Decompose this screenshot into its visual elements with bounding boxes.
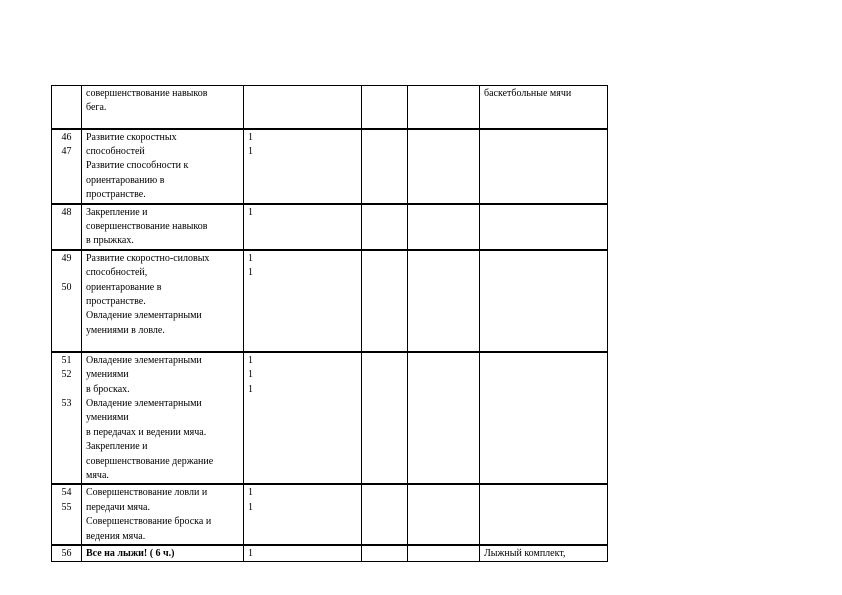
equipment-cell-text: Лыжный комплект,: [484, 548, 566, 560]
lesson-topic-cell-line: Закрепление и: [86, 206, 148, 218]
lesson-number-cell-line: 54: [61, 487, 72, 499]
lesson-topic-cell-line: умениями в ловле.: [86, 324, 165, 336]
equipment-cell-text: баскетбольные мячи: [484, 88, 572, 99]
lesson-topic-cell-line: совершенствование держание: [86, 455, 214, 467]
table-row: [52, 129, 608, 204]
column-4-cell: [362, 86, 408, 129]
hours-cell-line: 1: [248, 354, 253, 366]
lesson-topic-cell-line: совершенствование навыков: [86, 220, 208, 232]
lesson-topic-cell-line: Овладение элементарными: [86, 310, 202, 322]
lesson-topic-cell-line: пространстве.: [86, 189, 146, 201]
lesson-topic-cell-line: Совершенствование ловли и: [86, 487, 208, 499]
lesson-number-cell-line: 48: [61, 206, 72, 218]
lesson-topic-cell: [82, 352, 244, 485]
hours-cell-line: 1: [248, 252, 253, 264]
lesson-number-cell-line: 56: [61, 548, 72, 560]
lesson-topic-cell-line: бега.: [86, 102, 107, 114]
column-5-cell: [408, 545, 480, 562]
lesson-topic-cell: [82, 129, 244, 204]
hours-cell-line: 1: [248, 487, 253, 499]
hours-cell: [244, 352, 362, 485]
column-4-cell: [362, 352, 408, 485]
lesson-number-cell-line: [52, 383, 81, 397]
lesson-topic-cell-line: Развитие скоростных: [86, 131, 177, 143]
lesson-topic-cell: [82, 545, 244, 562]
lesson-topic-cell: [82, 204, 244, 250]
lesson-number-cell-line: 47: [61, 145, 72, 157]
hours-cell: [244, 129, 362, 204]
hours-cell-line: 1: [248, 145, 253, 157]
lesson-topic-cell-line: передачи мяча.: [86, 501, 150, 513]
hours-cell: [244, 86, 362, 129]
lesson-plan-table: [51, 85, 608, 562]
column-5-cell: [408, 204, 480, 250]
lesson-number-cell: [52, 545, 82, 562]
lesson-number-cell: [52, 204, 82, 250]
lesson-number-cell: [52, 250, 82, 352]
hours-cell-line: 1: [248, 383, 253, 395]
column-5-cell: [408, 250, 480, 352]
lesson-topic-cell-line: в передачах и ведении мяча.: [86, 426, 207, 438]
lesson-topic-cell-line: Закрепление и: [86, 441, 148, 453]
lesson-topic-cell-line: ориентарование в: [86, 281, 162, 293]
lesson-topic-cell-line: умениями: [86, 369, 129, 381]
lesson-topic-cell-line: пространстве.: [86, 295, 146, 307]
lesson-topic-cell-line: в бросках.: [86, 383, 130, 395]
column-4-cell: [362, 204, 408, 250]
lesson-topic-cell-line: Совершенствование броска и: [86, 516, 212, 528]
lesson-topic-cell-line: способностей: [86, 145, 145, 157]
hours-cell-line: 1: [248, 548, 253, 560]
column-5-cell: [408, 129, 480, 204]
column-4-cell: [362, 250, 408, 352]
equipment-cell: [480, 204, 608, 250]
lesson-number-cell-line: 53: [61, 397, 72, 409]
column-5-cell: [408, 484, 480, 545]
table-row: [52, 484, 608, 545]
lesson-number-cell-line: 55: [61, 501, 72, 513]
lesson-topic-cell-line: в прыжках.: [86, 235, 134, 247]
column-5-cell: [408, 86, 480, 129]
lesson-topic-cell-line: Все на лыжи! ( 6 ч.): [86, 548, 175, 560]
hours-cell-line: 1: [248, 267, 253, 279]
hours-cell: [244, 250, 362, 352]
table-row: [52, 86, 608, 129]
lesson-number-cell-line: 49: [61, 252, 72, 264]
equipment-cell: [480, 352, 608, 485]
equipment-cell: [480, 129, 608, 204]
table-row: [52, 250, 608, 352]
lesson-topic-cell-line: Развитие способности к: [86, 160, 189, 172]
lesson-number-cell-line: 50: [61, 281, 72, 293]
column-4-cell: [362, 545, 408, 562]
lesson-number-cell-line: 52: [61, 369, 72, 381]
lesson-number-cell-line: 51: [61, 354, 72, 366]
hours-cell-line: 1: [248, 369, 253, 381]
lesson-topic-cell-line: умениями: [86, 412, 129, 424]
lesson-topic-cell-line: способностей,: [86, 267, 148, 279]
lesson-topic-cell-line: Овладение элементарными: [86, 397, 202, 409]
equipment-cell: [480, 86, 608, 129]
equipment-cell: [480, 484, 608, 545]
lesson-topic-cell-line: совершенствование навыков: [86, 88, 208, 99]
lesson-topic-cell: [82, 484, 244, 545]
lesson-number-cell: [52, 352, 82, 485]
column-5-cell: [408, 352, 480, 485]
hours-cell: [244, 204, 362, 250]
lesson-number-cell-line: [52, 266, 81, 280]
lesson-number-cell: [52, 86, 82, 129]
lesson-topic-cell-line: ориентарованию в: [86, 174, 165, 186]
lesson-topic-cell-line: ведения мяча.: [86, 530, 146, 542]
lesson-number-cell: [52, 484, 82, 545]
lesson-topic-cell-line: Развитие скоростно-силовых: [86, 252, 210, 264]
column-4-cell: [362, 129, 408, 204]
lesson-number-cell-line: 46: [61, 131, 72, 143]
hours-cell-line: 1: [248, 131, 253, 143]
lesson-number-cell-line: [52, 87, 81, 101]
equipment-cell: [480, 545, 608, 562]
table-row: [52, 352, 608, 485]
hours-cell-line: 1: [248, 501, 253, 513]
equipment-cell: [480, 250, 608, 352]
table-row: [52, 545, 608, 562]
column-4-cell: [362, 484, 408, 545]
table-row: [52, 204, 608, 250]
lesson-number-cell: [52, 129, 82, 204]
lesson-topic-cell-line: мяча.: [86, 470, 109, 481]
hours-cell: [244, 545, 362, 562]
lesson-topic-cell: [82, 86, 244, 129]
hours-cell-line: 1: [248, 206, 253, 218]
lesson-topic-cell-line: Овладение элементарными: [86, 354, 202, 366]
lesson-topic-cell: [82, 250, 244, 352]
hours-cell: [244, 484, 362, 545]
